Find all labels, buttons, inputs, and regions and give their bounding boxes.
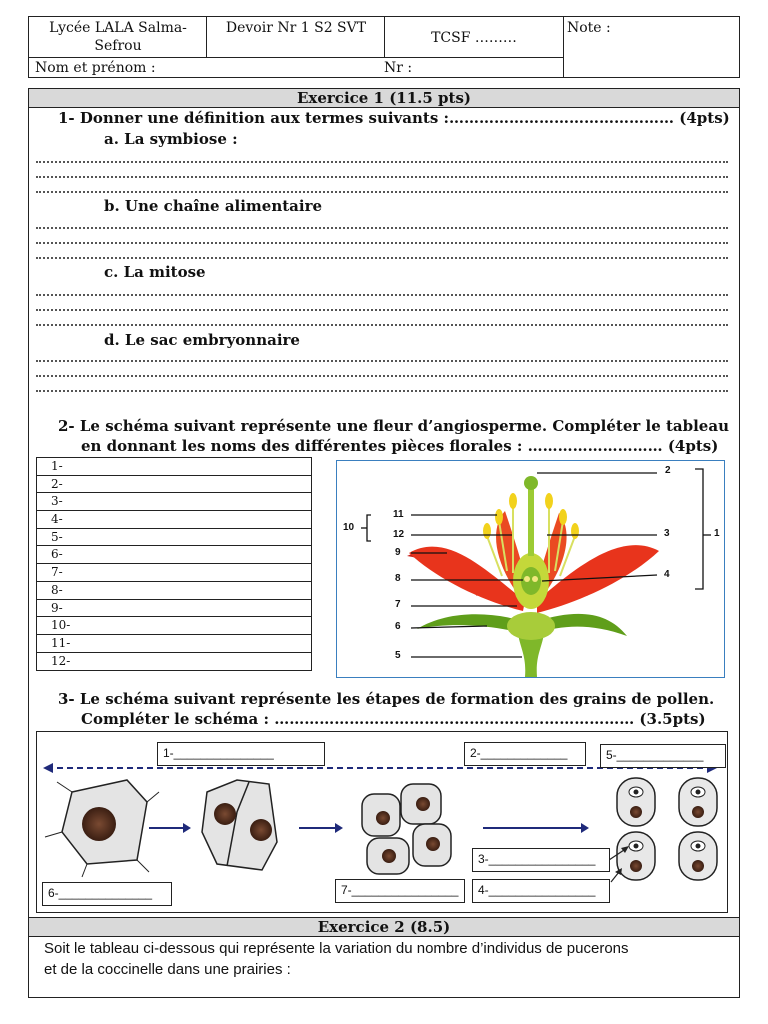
flower-label-8: 8 — [395, 573, 401, 584]
question-2-line1: 2- Le schéma suivant représente une fleur d’angiosperme. Compléter le tableau — [58, 417, 729, 435]
flower-label-2: 2 — [665, 465, 671, 476]
floral-parts-table — [36, 457, 312, 671]
question-3-line1: 3- Le schéma suivant représente les étapes de formation des grains de pollen. — [58, 690, 715, 708]
term-symbiose: a. La symbiose : — [104, 130, 238, 148]
pollen-label-2[interactable]: 2-_____________ — [464, 742, 586, 766]
answer-line — [36, 232, 728, 244]
answer-line — [36, 380, 728, 392]
pollen-label-1[interactable]: 1-_______________ — [157, 742, 325, 766]
flower-label-1: 1 — [714, 528, 720, 539]
flower-label-12: 12 — [393, 529, 405, 540]
school-name: Lycée LALA Salma-Sefrou — [49, 20, 187, 54]
exercise2-text-line2: et de la coccinelle dans une prairies : — [44, 961, 291, 978]
table-row: 10- — [37, 617, 311, 635]
flower-label-5: 5 — [395, 650, 401, 661]
exercise2-title: Exercice 2 (8.5) — [28, 917, 740, 937]
table-row: 11- — [37, 635, 311, 653]
flower-label-6: 6 — [395, 621, 401, 632]
answer-line — [36, 284, 728, 296]
flower-diagram — [336, 460, 725, 678]
table-row: 1- — [37, 458, 311, 476]
number-field: Nr : — [384, 60, 413, 76]
name-field: Nom et prénom : — [35, 60, 156, 76]
pollen-label-7[interactable]: 7-________________ — [335, 879, 465, 903]
flower-label-4: 4 — [664, 569, 670, 580]
answer-line — [36, 166, 728, 178]
question-1: 1- Donner une définition aux termes suivants :……………………………………… (4pts) — [58, 109, 730, 127]
exam-title: Devoir Nr 1 S2 SVT — [225, 20, 367, 36]
flower-label-11: 11 — [393, 509, 404, 520]
table-row: 6- — [37, 546, 311, 564]
class-field: TCSF ……… — [431, 30, 517, 46]
exercise1-title: Exercice 1 (11.5 pts) — [28, 88, 740, 108]
header-table — [28, 16, 740, 78]
term-mitose: c. La mitose — [104, 263, 206, 281]
note-field: Note : — [567, 20, 611, 36]
question-3-line2: Compléter le schéma : ……………………………………………………………… (3.5pts) — [81, 710, 706, 728]
question-2-line2: en donnant les noms des différentes pièces florales : ……………………… (4pts) — [81, 437, 719, 455]
table-row: 3- — [37, 493, 311, 511]
pollen-diagram — [36, 731, 728, 913]
term-sac-embryonnaire: d. Le sac embryonnaire — [104, 331, 300, 349]
pollen-label-3[interactable]: 3-________________ — [472, 848, 610, 872]
answer-line — [36, 247, 728, 259]
flower-label-10: 10 — [343, 522, 355, 533]
term-chaine-alimentaire: b. Une chaîne alimentaire — [104, 197, 323, 215]
answer-line — [36, 181, 728, 193]
table-row: 4- — [37, 511, 311, 529]
table-row: 12- — [51, 653, 71, 668]
pollen-label-6[interactable]: 6-______________ — [42, 882, 172, 906]
table-row: 9- — [37, 600, 311, 618]
answer-line — [36, 350, 728, 362]
pollen-label-4[interactable]: 4-________________ — [472, 879, 610, 903]
answer-line — [36, 314, 728, 326]
table-row: 7- — [37, 564, 311, 582]
answer-line — [36, 151, 728, 163]
answer-line — [36, 217, 728, 229]
exercise2-text-line1: Soit le tableau ci-dessous qui représente la variation du nombre d’individus de pucerons — [44, 940, 629, 957]
flower-label-9: 9 — [395, 547, 401, 558]
flower-label-7: 7 — [395, 599, 401, 610]
answer-line — [36, 299, 728, 311]
table-row: 2- — [37, 476, 311, 494]
table-row: 5- — [37, 529, 311, 547]
table-row: 8- — [37, 582, 311, 600]
pollen-label-5[interactable]: 5-_____________ — [600, 744, 726, 768]
answer-line — [36, 365, 728, 377]
flower-label-3: 3 — [664, 528, 670, 539]
